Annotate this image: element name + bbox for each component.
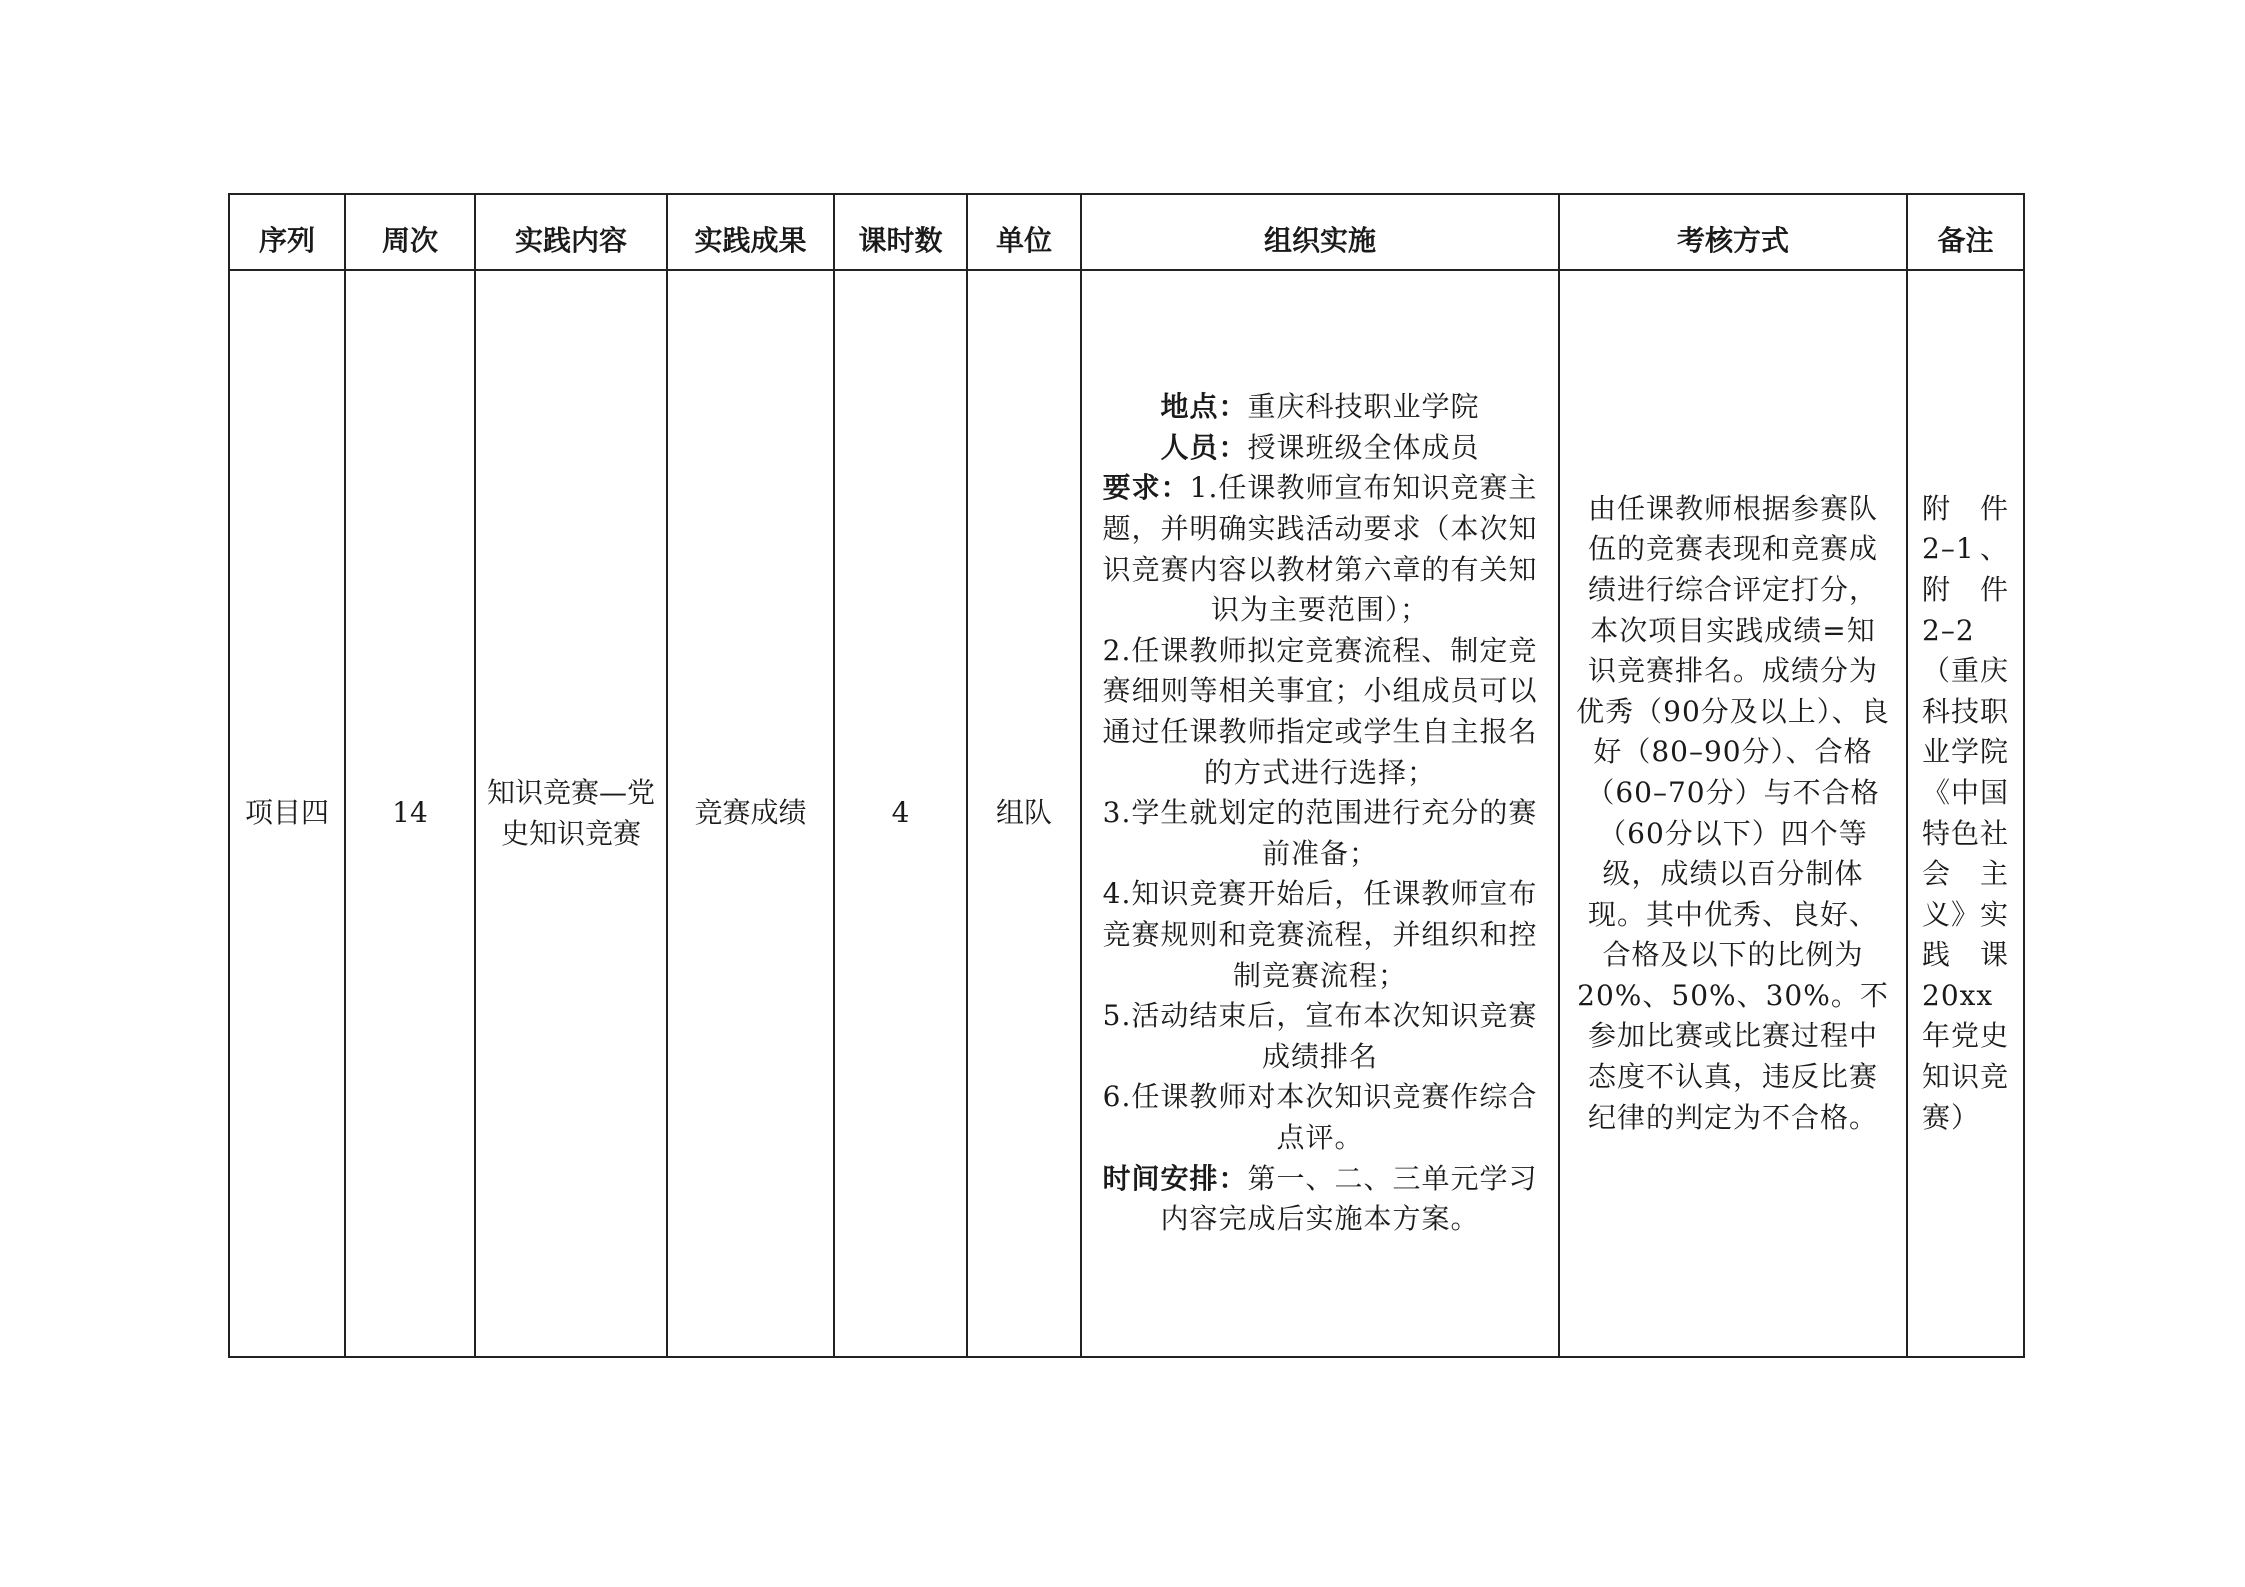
unit-cell <box>967 270 1081 1357</box>
location-value: 重庆科技职业学院 <box>1247 390 1480 424</box>
hours-cell <box>834 270 967 1357</box>
header-cell-outcome: 实践成果 <box>667 194 834 270</box>
header-cell-week: 周次 <box>345 194 475 270</box>
outcome-text: 竞赛成绩 <box>694 796 807 830</box>
unit-text: 组队 <box>995 796 1052 830</box>
requirement-step-2: 2.任课教师拟定竞赛流程、制定竞赛细则等相关事宜；小组成员可以通过任课教师指定或学生自主报名的方式进行选择； <box>1102 633 1538 789</box>
schedule-value: 第一、二、三单元学习内容完成后实施本方案。 <box>1160 1161 1538 1236</box>
schedule-label: 时间安排： <box>1102 1161 1248 1195</box>
assessment-body <box>1560 489 1906 1139</box>
requirement-step-1 <box>1098 468 1542 630</box>
header-cell-seq: 序列 <box>229 194 345 270</box>
organization-body <box>1082 387 1558 1239</box>
requirement-step-6: 6.任课教师对本次知识竞赛作综合点评。 <box>1102 1080 1538 1154</box>
step-text: 1.任课教师宣布知识竞赛主题，并明确实践活动要求（本次知识竞赛内容以教材第六章的有关知识为主要范围）； <box>1102 471 1538 627</box>
header-cell-hours: 课时数 <box>834 194 967 270</box>
organization-cell <box>1081 270 1559 1357</box>
location-label: 地点： <box>1160 390 1248 424</box>
requirement-step-3: 3.学生就划定的范围进行充分的赛前准备； <box>1102 796 1538 870</box>
personnel-label: 人员： <box>1160 430 1248 464</box>
remarks-cell <box>1907 270 2024 1357</box>
header-cell-assessment: 考核方式 <box>1559 194 1907 270</box>
hours-text: 4 <box>891 796 910 830</box>
outcome-cell <box>667 270 834 1357</box>
content-cell <box>475 270 667 1357</box>
schedule-line <box>1098 1159 1542 1240</box>
table-row <box>229 270 2024 1357</box>
seq-cell <box>229 270 345 1357</box>
week-text: 14 <box>392 796 428 830</box>
header-cell-content: 实践内容 <box>475 194 667 270</box>
seq-text: 项目四 <box>244 796 329 830</box>
table-header-row <box>229 194 2024 270</box>
practice-plan-table <box>228 193 2025 1358</box>
requirement-step-5: 5.活动结束后，宣布本次知识竞赛成绩排名 <box>1102 999 1538 1073</box>
header-cell-organization: 组织实施 <box>1081 194 1559 270</box>
header-cell-unit: 单位 <box>967 194 1081 270</box>
assessment-cell <box>1559 270 1907 1357</box>
content-text: 知识竞赛—党史知识竞赛 <box>486 775 655 850</box>
requirement-step-4: 4.知识竞赛开始后，任课教师宣布竞赛规则和竞赛流程，并组织和控制竞赛流程； <box>1102 877 1538 992</box>
requirements-label: 要求： <box>1102 471 1190 505</box>
personnel-value: 授课班级全体成员 <box>1247 430 1480 464</box>
header-cell-remarks: 备注 <box>1907 194 2024 270</box>
location-line <box>1098 387 1542 428</box>
assessment-text: 由任课教师根据参赛队伍的竞赛表现和竞赛成绩进行综合评定打分，本次项目实践成绩=知识竞赛排名。成绩分为优秀（90分及以上）、良好（80–90分）、合格（60–70分）与不合格（60分以下）四个等级，成绩以百分制体现。其中优秀、良好、合格及以下的比例为20%、50%、30%。不参加比赛或比赛过程中态度不认真，违反比赛纪律的判定为不合格。 <box>1576 491 1890 1134</box>
week-cell <box>345 270 475 1357</box>
personnel-line <box>1098 428 1542 469</box>
remarks-text: 附件2–1、附件2–2（重庆科技职业学院《中国特色社会主义》实践课20xx年党史知识竞赛） <box>1922 491 2010 1134</box>
